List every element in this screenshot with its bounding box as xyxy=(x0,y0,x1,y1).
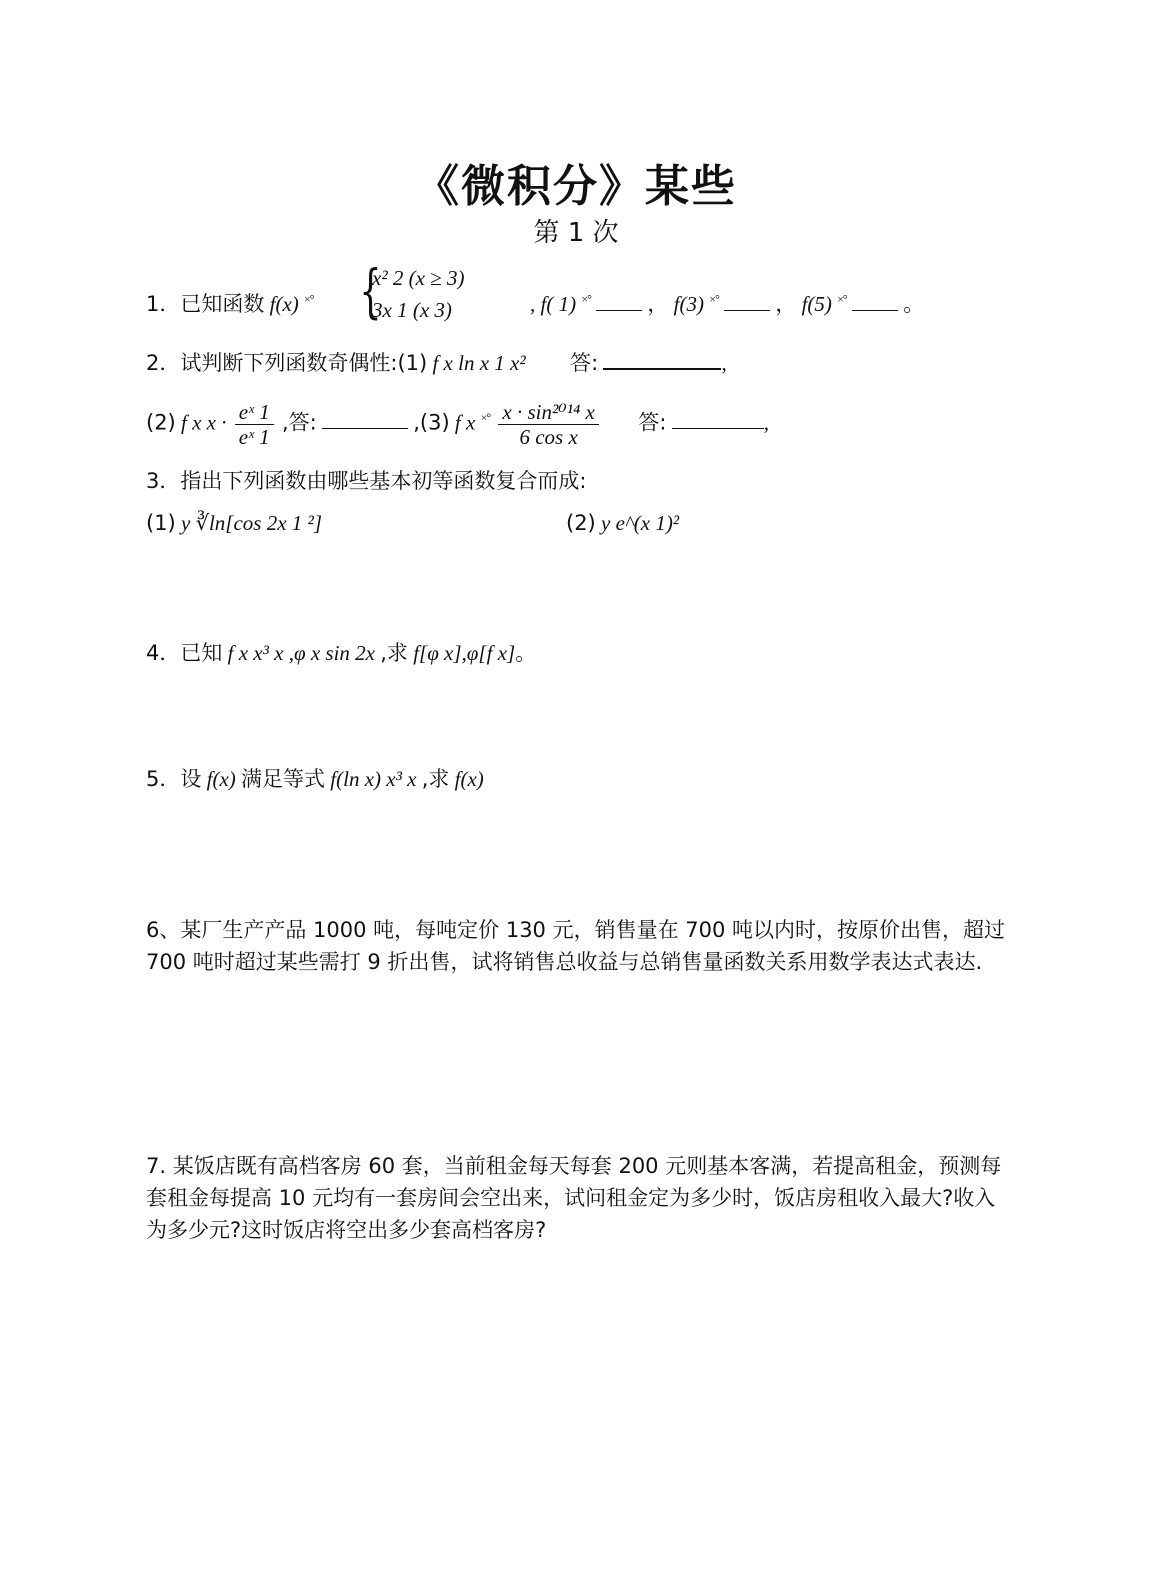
page-title: 《微积分》某些 xyxy=(415,161,737,212)
q4-phi-definition: ,φ x sin 2x xyxy=(288,641,375,665)
q2-function-2-denominator: eˣ 1 xyxy=(238,425,270,449)
q1-eq-glyph: ×° xyxy=(304,292,314,306)
q1-function-name: f(x) xyxy=(269,292,299,316)
q4-number: 4． xyxy=(146,641,181,665)
q2-answer-label-3: 答: xyxy=(638,410,667,435)
q2-function-3-numerator: x · sin²⁰¹⁴ x xyxy=(498,400,598,425)
question-2-line-2: (2) f x x · $\frac{\text{eˣ 1}}{\text{eˣ 1}}$ ,答: ,(3) f x ×° $\frac{\text{x · sin²⁰¹⁴ x}}{\text{6 cos x}}$ 答: , xyxy=(146,400,769,449)
q2-function-2-lhs: f x x · xyxy=(181,410,227,435)
q1-answer-blank-3[interactable] xyxy=(852,308,898,311)
q2-answer-label-2: ,答: xyxy=(281,410,317,435)
q2-part2-label: (2) xyxy=(146,410,176,435)
question-7: 7. 某饭店既有高档客房 60 套，当前租金每天每套 200 元则基本客满，若提高租金，预测每套租金每提高 10 元均有一套房间会空出来，试问租金定为多少时，饭店房租收入最大?收入为多少元?这时饭店将空出多少套高档客房? xyxy=(146,1154,1002,1242)
q3-number: 3． xyxy=(146,469,181,493)
question-2: 2．试判断下列函数奇偶性:(1) f x ln x 1 x² 答: , xyxy=(146,351,727,375)
q4-end: 。 xyxy=(515,641,537,665)
q3-part1-expr: y ∛ln[cos 2x 1 ²] xyxy=(181,511,322,535)
q2-function-2-fraction xyxy=(235,400,274,449)
q2-answer-blank-3[interactable] xyxy=(672,426,764,429)
q5-ask: f(x) xyxy=(454,767,484,791)
page-subtitle: 第 1 次 xyxy=(533,218,619,248)
q3-part1-label: (1) xyxy=(146,511,176,535)
q2-answer-label-1: 答: xyxy=(570,351,599,375)
q2-answer-blank-2[interactable] xyxy=(322,426,408,429)
q1-piece-2: 3x 1 (x 3) xyxy=(372,298,452,322)
q1-piece-1: x² 2 (x ≥ 3) xyxy=(372,266,465,290)
q2-number: 2． xyxy=(146,351,181,375)
question-3-parts xyxy=(146,508,322,538)
q4-ask: f[φ x],φ[f x] xyxy=(413,641,516,665)
question-4 xyxy=(146,638,536,668)
q2-function-1: f x ln x 1 x² xyxy=(432,351,526,375)
q5-text-a: 设 xyxy=(180,767,202,791)
q4-f-definition: f x x³ x xyxy=(227,641,284,665)
question-5 xyxy=(146,764,484,794)
q1-end: 。 xyxy=(903,292,925,316)
q1-prefix: 已知函数 xyxy=(180,292,265,316)
q1-answer-blank-2[interactable] xyxy=(724,308,770,311)
q1-brace: { xyxy=(359,257,382,325)
q2-function-3-fraction xyxy=(498,400,598,449)
question-6: 6、某厂生产产品 1000 吨，每吨定价 130 元，销售量在 700 吨以内时，按原价出售，超过 700 吨时超过某些需打 9 折出售，试将销售总收益与总销售量函数关系用数学表达式表达. xyxy=(146,918,1006,974)
q1-answer-blank-1[interactable] xyxy=(596,308,642,311)
q5-text-b: 满足等式 xyxy=(241,767,326,791)
q2-function-2-numerator: eˣ 1 xyxy=(235,400,274,425)
q3-part2-expr: y e^(x 1)² xyxy=(601,511,680,535)
q2-answer-blank-1[interactable] xyxy=(603,366,721,370)
q2-prefix: 试判断下列函数奇偶性:(1) xyxy=(180,351,428,375)
question-3-part-2 xyxy=(566,508,679,538)
q2-function-3-lhs: f x xyxy=(454,410,476,435)
q1-number: 1． xyxy=(146,292,181,316)
q5-number: 5． xyxy=(146,767,181,791)
q5-function-name: f(x) xyxy=(206,767,236,791)
q4-text-b: ,求 xyxy=(380,641,408,665)
q4-text-a: 已知 xyxy=(180,641,223,665)
q3-text: 指出下列函数由哪些基本初等函数复合而成: xyxy=(180,469,587,493)
q2-part3-label: ,(3) xyxy=(413,410,450,435)
q3-part2-label: (2) xyxy=(566,511,596,535)
q1-ask-2: f(3) xyxy=(673,292,704,316)
q1-ask-1: f( 1) xyxy=(540,292,577,316)
q5-equation: f(ln x) x³ x xyxy=(330,767,417,791)
q1-ask-3: f(5) xyxy=(801,292,832,316)
q2-function-3-denominator: 6 cos x xyxy=(519,425,578,449)
question-3 xyxy=(146,466,586,496)
q5-text-c: ,求 xyxy=(421,767,450,791)
